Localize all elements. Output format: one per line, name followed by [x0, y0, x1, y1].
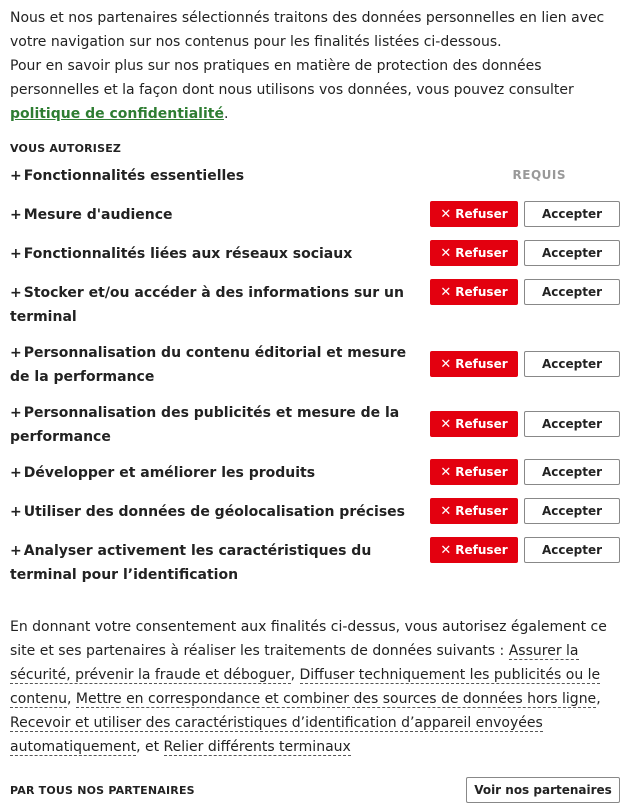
- purpose-toggle[interactable]: [10, 339, 410, 389]
- purpose-label: Mesure d'audience: [23, 207, 173, 223]
- purpose-row: [10, 399, 624, 459]
- accept-button[interactable]: Accepter: [524, 201, 620, 227]
- purpose-label: Utiliser des données de géolocalisation précises: [23, 504, 405, 520]
- plus-icon: +: [10, 285, 22, 301]
- purpose-toggle[interactable]: [10, 279, 410, 329]
- accept-button[interactable]: Accepter: [524, 537, 620, 563]
- purpose-list: [10, 162, 624, 597]
- accept-button[interactable]: Accepter: [524, 351, 620, 377]
- close-icon: ✕: [440, 464, 452, 480]
- intro-text-2: Pour en savoir plus sur nos pratiques en matière de protection des données personnelles et la façon dont nous utilisons vos données, vous pouvez consulter: [10, 58, 574, 98]
- purpose-actions: [430, 201, 620, 227]
- accept-button[interactable]: Accepter: [524, 411, 620, 437]
- plus-icon: +: [10, 345, 22, 361]
- data-processing-link[interactable]: Assurer la sécurité, prévenir la fraude et déboguer: [10, 643, 579, 683]
- purpose-toggle[interactable]: [10, 240, 410, 266]
- refuse-button[interactable]: [430, 351, 518, 377]
- close-icon: ✕: [440, 542, 452, 558]
- purpose-row: [10, 162, 624, 201]
- refuse-button[interactable]: [430, 201, 518, 227]
- accept-button[interactable]: Accepter: [524, 498, 620, 524]
- plus-icon: +: [10, 246, 22, 262]
- separator: ,: [290, 667, 300, 683]
- purpose-actions: [430, 537, 620, 563]
- close-icon: ✕: [440, 245, 452, 261]
- purpose-toggle[interactable]: [10, 162, 410, 188]
- separator: ,: [596, 691, 601, 707]
- purpose-label: Fonctionnalités liées aux réseaux sociaux: [23, 246, 353, 262]
- refuse-button[interactable]: [430, 240, 518, 266]
- refuse-label: Refuser: [455, 285, 508, 299]
- plus-icon: +: [10, 168, 22, 184]
- accept-button[interactable]: Accepter: [524, 279, 620, 305]
- purpose-label: Développer et améliorer les produits: [23, 465, 316, 481]
- refuse-label: Refuser: [455, 207, 508, 221]
- purpose-row: [10, 498, 624, 537]
- refuse-label: Refuser: [455, 417, 508, 431]
- refuse-label: Refuser: [455, 246, 508, 260]
- purpose-label: Analyser activement les caractéristiques du terminal pour l’identification: [10, 543, 372, 583]
- partners-footer: [10, 777, 624, 803]
- section-title-authorize: VOUS AUTORISEZ: [10, 142, 122, 155]
- purpose-row: [10, 279, 624, 339]
- purpose-actions: [430, 279, 620, 305]
- refuse-label: Refuser: [455, 465, 508, 479]
- purpose-label: Fonctionnalités essentielles: [23, 168, 245, 184]
- view-partners-button[interactable]: Voir nos partenaires: [466, 777, 620, 803]
- refuse-button[interactable]: [430, 537, 518, 563]
- purpose-row: [10, 459, 624, 498]
- purpose-actions: [430, 351, 620, 377]
- plus-icon: +: [10, 465, 22, 481]
- consent-text: [10, 615, 624, 759]
- separator: ,: [66, 691, 76, 707]
- purpose-row: [10, 240, 624, 279]
- purpose-row: [10, 537, 624, 597]
- separator: , et: [136, 739, 164, 755]
- purpose-row: [10, 201, 624, 240]
- data-processing-link[interactable]: Recevoir et utiliser des caractéristiques d’identification d’appareil envoyées automatiquement: [10, 715, 543, 755]
- intro-text: [10, 6, 624, 126]
- close-icon: ✕: [440, 356, 452, 372]
- intro-text-1: Nous et nos partenaires sélectionnés traitons des données personnelles en lien avec votre navigation sur nos contenus pour les finalités listées ci-dessous.: [10, 10, 605, 50]
- purpose-actions: [430, 240, 620, 266]
- consent-lead: En donnant votre consentement aux finalités ci-dessus, vous autorisez également ce site et ses partenaires à réaliser les traitements de données suivants :: [10, 619, 607, 659]
- data-processing-link[interactable]: Mettre en correspondance et combiner des sources de données hors ligne: [75, 691, 597, 707]
- purpose-toggle[interactable]: [10, 498, 410, 524]
- partners-title: PAR TOUS NOS PARTENAIRES: [10, 783, 195, 797]
- accept-button[interactable]: Accepter: [524, 240, 620, 266]
- data-processing-link[interactable]: Relier différents terminaux: [163, 739, 351, 755]
- plus-icon: +: [10, 543, 22, 559]
- required-label: REQUIS: [512, 168, 566, 182]
- purpose-actions: [430, 459, 620, 485]
- intro-text-3: .: [223, 106, 229, 122]
- plus-icon: +: [10, 207, 22, 223]
- refuse-button[interactable]: [430, 459, 518, 485]
- accept-button[interactable]: Accepter: [524, 459, 620, 485]
- purpose-row: [10, 339, 624, 399]
- purpose-label: Personnalisation des publicités et mesure de la performance: [10, 405, 400, 445]
- refuse-label: Refuser: [455, 357, 508, 371]
- close-icon: ✕: [440, 503, 452, 519]
- data-processing-link[interactable]: Diffuser techniquement les publicités ou le contenu: [10, 667, 601, 707]
- plus-icon: +: [10, 405, 22, 421]
- purpose-label: Stocker et/ou accéder à des informations sur un terminal: [10, 285, 404, 325]
- refuse-label: Refuser: [455, 543, 508, 557]
- refuse-label: Refuser: [455, 504, 508, 518]
- purpose-actions: [430, 411, 620, 437]
- plus-icon: +: [10, 504, 22, 520]
- purpose-toggle[interactable]: [10, 399, 410, 449]
- purpose-actions: [430, 498, 620, 524]
- purpose-toggle[interactable]: [10, 537, 410, 587]
- close-icon: ✕: [440, 206, 452, 222]
- close-icon: ✕: [440, 416, 452, 432]
- privacy-policy-link[interactable]: politique de confidentialité: [10, 106, 224, 122]
- purpose-toggle[interactable]: [10, 201, 410, 227]
- purpose-label: Personnalisation du contenu éditorial et mesure de la performance: [10, 345, 407, 385]
- close-icon: ✕: [440, 284, 452, 300]
- refuse-button[interactable]: [430, 279, 518, 305]
- refuse-button[interactable]: [430, 498, 518, 524]
- refuse-button[interactable]: [430, 411, 518, 437]
- purpose-toggle[interactable]: [10, 459, 410, 485]
